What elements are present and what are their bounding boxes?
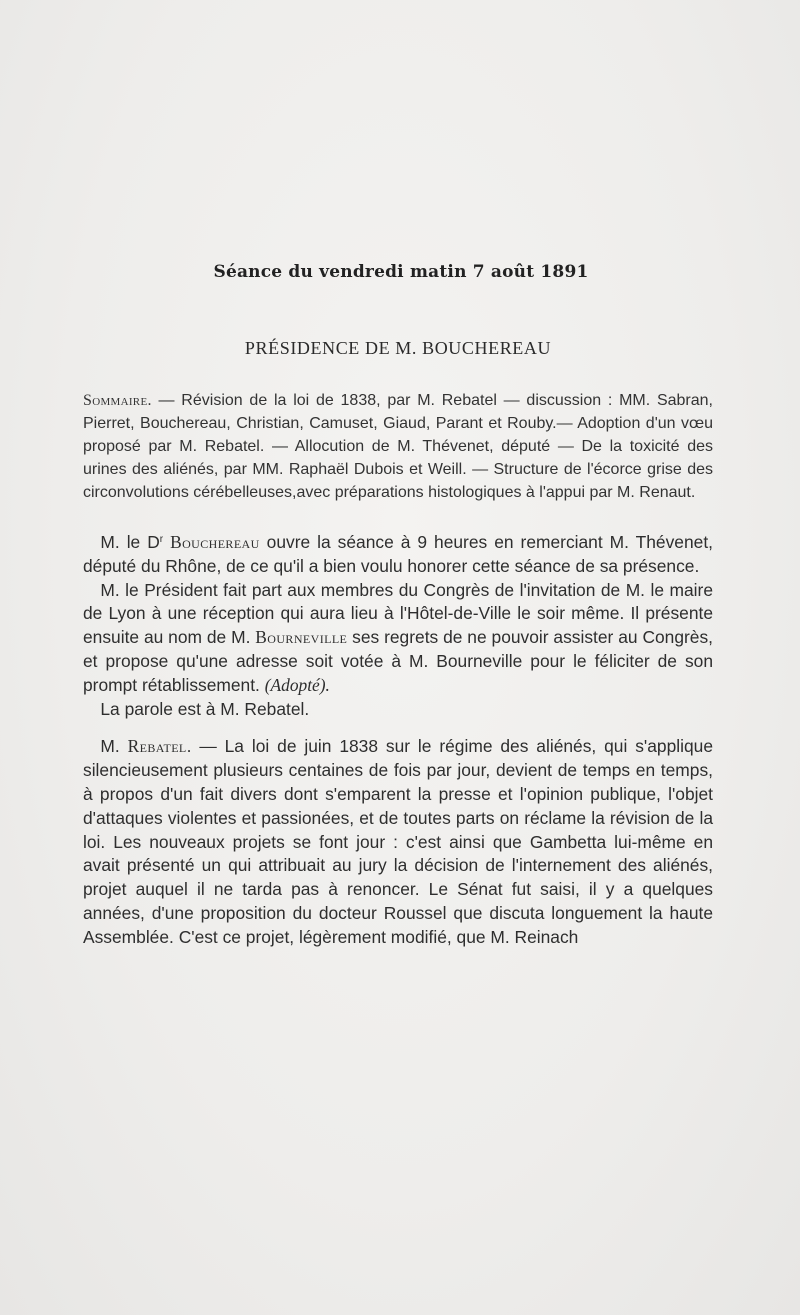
p2-adopte: (Adopté). bbox=[264, 674, 330, 695]
presidence-heading: PRÉSIDENCE DE M. BOUCHEREAU bbox=[244, 338, 552, 358]
p1-start: M. le D bbox=[100, 532, 160, 552]
paragraph-parole bbox=[83, 698, 713, 722]
p4-name: Rebatel bbox=[127, 736, 187, 757]
session-title: Séance du vendredi matin 7 août 1891 bbox=[213, 262, 589, 282]
paragraph-president bbox=[83, 579, 713, 698]
paragraph-rebatel bbox=[83, 735, 713, 949]
p1-rest: ouvre la séance à 9 heures en remerciant M. Thévenet, député du Rhône, de ce qu'il a bien voulu honorer cette séance de sa présence. bbox=[83, 532, 713, 576]
p2-start: M. le Président fait part aux membres du Congrès de l'invitation de M. le maire de Lyon à une réception qui aura lieu à l'Hôtel-de-Ville le soir même. Il présente ensuite au nom de M. bbox=[83, 579, 713, 648]
sommaire-text: — Révision de la loi de 1838, par M. Rebatel — discussion : MM. Sabran, Pierret, Bouchereau, Christian, Camuset, Giaud, Parant et Rouby.— Adoption d'un vœu proposé par M. Rebatel. — Allocution de M. Thévenet, député — De la toxicité des urines des aliénés, par MM. Raphaël Dubois et Weill. — Structure de l'écorce grise des circonvolutions cérébelleuses,avec préparations histologiques à l'appui par M. Renaut. bbox=[83, 392, 713, 501]
p1-sup: r bbox=[159, 534, 164, 545]
p2-rest: ses regrets de ne pouvoir assister au Congrès, et propose qu'une adresse soit votée à M. Bourneville pour le féliciter de son prompt rétablissement. bbox=[83, 627, 714, 695]
p1-name: Bouchereau bbox=[170, 532, 260, 552]
p3-text: La parole est à M. Rebatel. bbox=[100, 698, 310, 719]
p2-name: Bourneville bbox=[255, 627, 348, 648]
sommaire-lead: Sommaire. bbox=[83, 392, 152, 409]
page-content bbox=[83, 262, 713, 950]
sommaire-block bbox=[83, 389, 713, 504]
body-text bbox=[83, 528, 713, 950]
p4-start: M. bbox=[100, 736, 128, 757]
paragraph-opening bbox=[83, 528, 713, 579]
paragraph-gap bbox=[83, 721, 713, 735]
p4-rest: . — La loi de juin 1838 sur le régime des aliénés, qui s'applique silencieusement plusieurs centaines de fois par jour, devient de temps en temps, à propos d'un fait divers dont s'emparent la presse et l'opinion publique, l'objet d'attaques violentes et passionées, et de toutes parts on réclame la révision de la loi. Les nouveaux projets se font jour : c'est ainsi que Gambetta lui-même en avait présenté un qui attribuait au jury la décision de l'internement des aliénés, projet auquel il ne tarda pas à renoncer. Le Sénat fut saisi, il y a quelques années, d'une proposition du docteur Roussel que discuta longuement la haute Assemblée. C'est ce projet, légèrement modifié, que M. Reinach bbox=[83, 736, 713, 947]
